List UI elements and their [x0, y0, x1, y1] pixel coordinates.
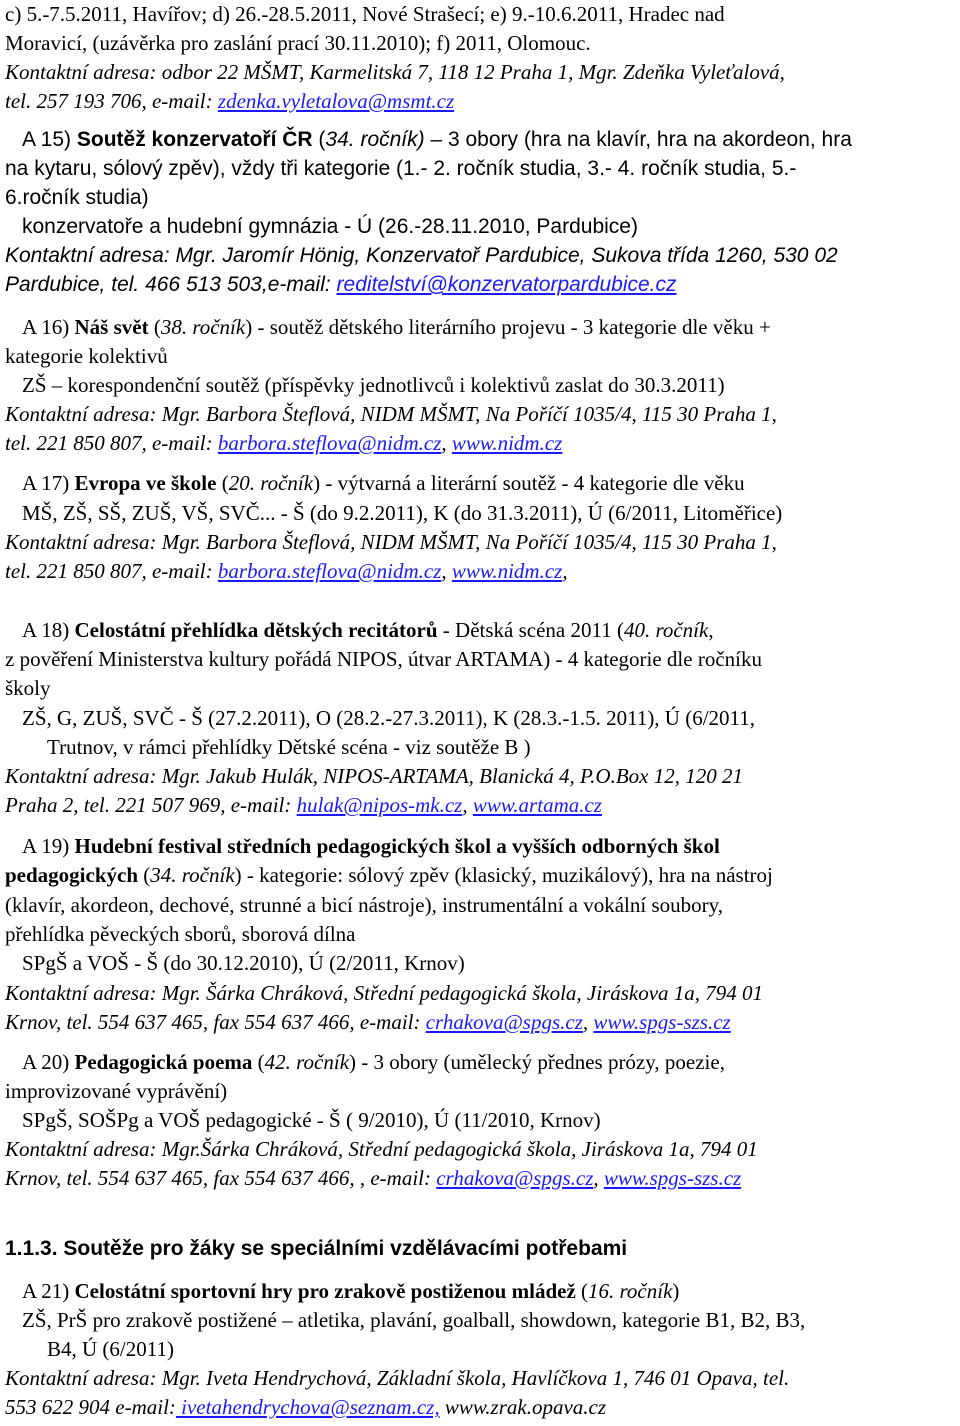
edition: 16. ročník [588, 1279, 673, 1303]
text-line: improvizované vyprávění) [5, 1079, 228, 1103]
text-line: školy [5, 676, 51, 700]
email-link[interactable]: crhakova@spgs.cz [425, 1010, 583, 1034]
web-link[interactable]: www.spgs-szs.cz [593, 1010, 731, 1034]
section-heading: 1.1.3. Soutěže pro žáky se speciálními vzdělávacími potřebami [5, 1237, 628, 1260]
edition: 42. ročník [264, 1050, 350, 1074]
text-line: přehlídka pěveckých sborů, sborová dílna [5, 922, 356, 946]
text-line: na kytaru, sólový zpěv), vždy tři kategorie (1.- 2. ročník studia, 3.- 4. ročník studia, 5.- [5, 157, 797, 180]
contact-line: Kontaktní adresa: Mgr. Jaromír Hönig, Konzervatoř Pardubice, Sukova třída 1260, 530 02 [5, 244, 838, 267]
email-link[interactable]: barbora.steflova@nidm.cz [217, 431, 442, 455]
contact-line: tel. 221 850 807, e-mail: barbora.steflova@nidm.cz, www.nidm.cz [5, 431, 563, 455]
text-line: kategorie kolektivů [5, 344, 168, 368]
contact-line: Krnov, tel. 554 637 465, fax 554 637 466, , e-mail: crhakova@spgs.cz, www.spgs-szs.cz [5, 1166, 742, 1190]
competition-a16-title-line: A 16) Náš svět (38. ročník) - soutěž dětského literárního projevu - 3 kategorie dle věku + [22, 315, 771, 339]
competition-title: Náš svět [74, 315, 149, 339]
contact-line: Kontaktní adresa: Mgr. Jakub Hulák, NIPOS-ARTAMA, Blanická 4, P.O.Box 12, 120 21 [5, 764, 743, 788]
web-link[interactable]: www.nidm.cz [451, 431, 563, 455]
text-line: Trutnov, v rámci přehlídky Dětské scéna - viz soutěže B ) [47, 735, 531, 759]
email-link[interactable]: crhakova@spgs.cz [436, 1166, 594, 1190]
competition-title: Celostátní přehlídka dětských recitátorů [74, 618, 438, 642]
contact-line: Kontaktní adresa: odbor 22 MŠMT, Karmelitská 7, 118 12 Praha 1, Mgr. Zdeňka Vyleťalová, [5, 60, 785, 84]
email-link[interactable]: zdenka.vyletalova@msmt.cz [217, 89, 455, 113]
text-line: z pověření Ministerstva kultury pořádá NIPOS, útvar ARTAMA) - 4 kategorie dle ročníku [5, 647, 762, 671]
text-line: Moravicí, (uzávěrka pro zaslání prací 30.11.2010); f) 2011, Olomouc. [5, 31, 591, 55]
email-link[interactable]: reditelství@konzervatorpardubice.cz [336, 273, 677, 296]
edition: 38. ročník [160, 315, 246, 339]
participants-line: SPgŠ, SOŠPg a VOŠ pedagogické - Š ( 9/2010), Ú (11/2010, Krnov) [22, 1108, 601, 1132]
competition-a17-title-line: A 17) Evropa ve škole (20. ročník) - výtvarná a literární soutěž - 4 kategorie dle věku [22, 471, 745, 495]
text-line: B4, Ú (6/2011) [47, 1337, 174, 1361]
web-link[interactable]: www.nidm.cz [451, 559, 563, 583]
contact-line: Pardubice, tel. 466 513 503,e-mail: reditelství@konzervatorpardubice.cz [5, 273, 677, 296]
text-line: c) 5.-7.5.2011, Havířov; d) 26.-28.5.2011, Nové Strašecí; e) 9.-10.6.2011, Hradec nad [5, 2, 725, 26]
competition-title: Evropa ve škole [74, 471, 217, 495]
competition-title: Soutěž konzervatoří ČR [76, 128, 313, 151]
competition-title: Celostátní sportovní hry pro zrakově postiženou mládež [74, 1279, 576, 1303]
participants-line: ZŠ, G, ZUŠ, SVČ - Š (27.2.2011), O (28.2.-27.3.2011), K (28.3.-1.5. 2011), Ú (6/2011, [22, 706, 756, 730]
email-link[interactable]: barbora.steflova@nidm.cz [217, 559, 442, 583]
contact-line: tel. 257 193 706, e-mail: zdenka.vyletalova@msmt.cz [5, 89, 455, 113]
contact-line: Kontaktní adresa: Mgr. Barbora Šteflová, NIDM MŠMT, Na Poříčí 1035/4, 115 30 Praha 1, [5, 530, 777, 554]
participants-line: ZŠ, PrŠ pro zrakově postižené – atletika, plavání, goalball, showdown, kategorie B1, B2, B3, [22, 1308, 806, 1332]
contact-line: tel. 221 850 807, e-mail: barbora.steflova@nidm.cz, www.nidm.cz, [5, 559, 568, 583]
text-line: (klavír, akordeon, dechové, strunné a bicí nástroje), instrumentální a vokální soubory, [5, 893, 724, 917]
edition: 20. ročník [228, 471, 314, 495]
competition-a20-title-line: A 20) Pedagogická poema (42. ročník) - 3 obory (umělecký přednes prózy, poezie, [22, 1050, 725, 1074]
competition-a15-title-line: A 15) Soutěž konzervatoří ČR (34. ročník) – 3 obory (hra na klavír, hra na akordeon, hra [22, 128, 852, 151]
contact-line: Kontaktní adresa: Mgr. Barbora Šteflová, NIDM MŠMT, Na Poříčí 1035/4, 115 30 Praha 1, [5, 402, 777, 426]
edition: 34. ročník) [325, 128, 425, 151]
competition-title: Pedagogická poema [74, 1050, 253, 1074]
contact-line: Praha 2, tel. 221 507 969, e-mail: hulak@nipos-mk.cz, www.artama.cz [5, 793, 602, 817]
contact-line: Kontaktní adresa: Mgr. Šárka Chráková, Střední pedagogická škola, Jiráskova 1a, 794 01 [5, 981, 764, 1005]
edition: 34. ročník [150, 863, 235, 887]
participants-line: konzervatoře a hudební gymnázia - Ú (26.-28.11.2010, Pardubice) [22, 215, 638, 238]
competition-a21-title-line: A 21) Celostátní sportovní hry pro zrakově postiženou mládež (16. ročník) [22, 1279, 680, 1303]
participants-line: MŠ, ZŠ, SŠ, ZUŠ, VŠ, SVČ... - Š (do 9.2.2011), K (do 31.3.2011), Ú (6/2011, Litoměřice) [22, 501, 783, 525]
competition-a18-title-line: A 18) Celostátní přehlídka dětských recitátorů - Dětská scéna 2011 (40. ročník, [22, 618, 714, 642]
text-line: pedagogických (34. ročník) - kategorie: sólový zpěv (klasický, muzikálový), hra na nástroj [5, 863, 773, 887]
email-link[interactable]: ivetahendrychova@seznam.cz, [175, 1395, 440, 1419]
competition-title: Hudební festival středních pedagogických škol a vyšších odborných škol [74, 834, 720, 858]
edition: 40. ročník [623, 618, 709, 642]
web-link[interactable]: www.spgs-szs.cz [603, 1166, 742, 1190]
participants-line: ZŠ – korespondenční soutěž (příspěvky jednotlivců i kolektivů zaslat do 30.3.2011) [22, 373, 725, 397]
participants-line: SPgŠ a VOŠ - Š (do 30.12.2010), Ú (2/2011, Krnov) [22, 951, 465, 975]
contact-line: Kontaktní adresa: Mgr.Šárka Chráková, Střední pedagogická škola, Jiráskova 1a, 794 01 [5, 1137, 758, 1161]
web-link[interactable]: www.artama.cz [472, 793, 602, 817]
email-link[interactable]: hulak@nipos-mk.cz [296, 793, 463, 817]
competition-title: pedagogických [5, 863, 139, 887]
contact-line: 553 622 904 e-mail: ivetahendrychova@seznam.cz, www.zrak.opava.cz [5, 1395, 607, 1419]
contact-line: Kontaktní adresa: Mgr. Iveta Hendrychová, Základní škola, Havlíčkova 1, 746 01 Opava, tel. [5, 1366, 790, 1390]
web-address: www.zrak.opava.cz [439, 1395, 607, 1419]
text-line: 6.ročník studia) [5, 186, 149, 209]
contact-line: Krnov, tel. 554 637 465, fax 554 637 466, e-mail: crhakova@spgs.cz, www.spgs-szs.cz [5, 1010, 731, 1034]
competition-a19-title-line: A 19) Hudební festival středních pedagogických škol a vyšších odborných škol [22, 834, 720, 858]
